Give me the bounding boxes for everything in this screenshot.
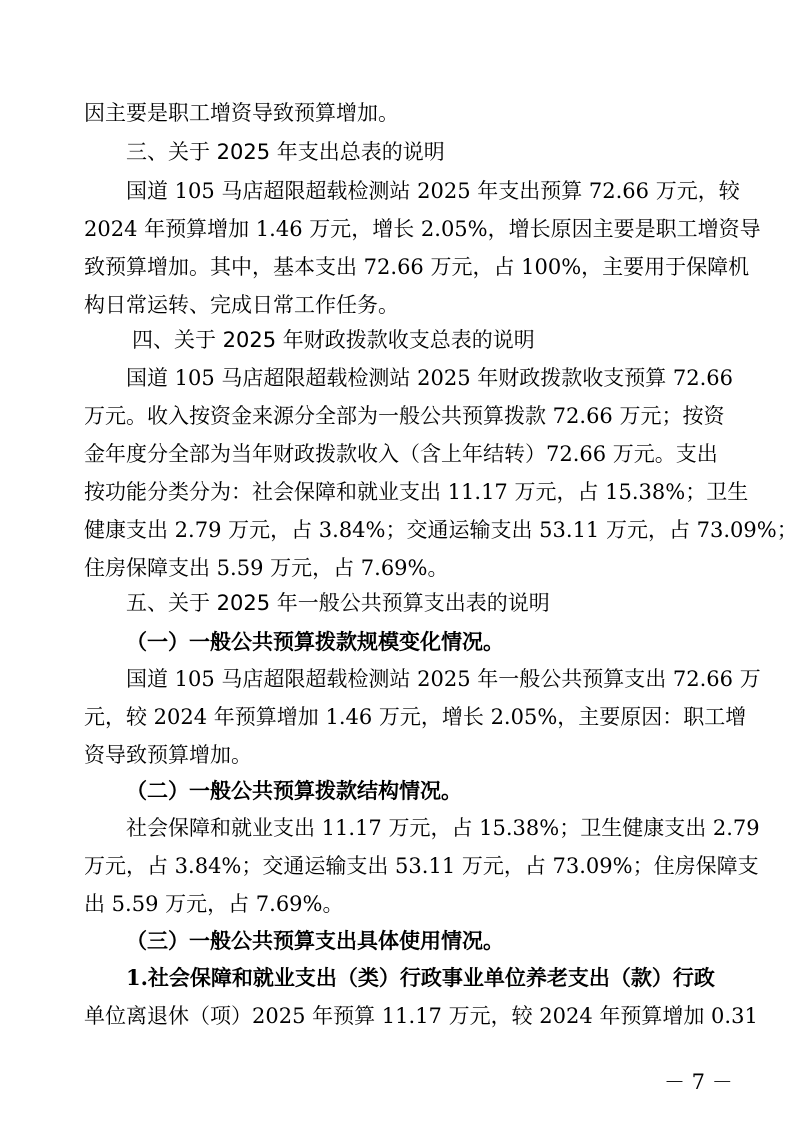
paragraph-line: 2024 年预算增加 1.46 万元，增长 2.05%，增长原因主要是职工增资导 xyxy=(84,217,761,241)
paragraph-line: 资导致预算增加。 xyxy=(84,743,252,767)
paragraph-line: 万元。收入按资金来源分全部为一般公共预算拨款 72.66 万元；按资 xyxy=(84,404,725,428)
paragraph-line: 国道 105 马店超限超载检测站 2025 年支出预算 72.66 万元，较 xyxy=(126,179,740,203)
paragraph-line: 金年度分全部为当年财政拨款收入（含上年结转）72.66 万元。支出 xyxy=(84,442,718,466)
paragraph-line: 社会保障和就业支出 11.17 万元，占 15.38%；卫生健康支出 2.79 xyxy=(126,816,760,840)
paragraph-line: 元，较 2024 年预算增加 1.46 万元，增长 2.05%，主要原因：职工增 xyxy=(84,705,747,729)
paragraph-line: 构日常运转、完成日常工作任务。 xyxy=(84,293,399,317)
paragraph-line: 万元，占 3.84%；交通运输支出 53.11 万元，占 73.09%；住房保障支 xyxy=(84,854,759,878)
page-number: － 7 － xyxy=(664,1070,733,1094)
paragraph-line: 出 5.59 万元，占 7.69%。 xyxy=(84,892,344,916)
paragraph-line: 按功能分类分为：社会保障和就业支出 11.17 万元，占 15.38%；卫生 xyxy=(84,480,749,504)
section-heading-3: 三、关于 2025 年支出总表的说明 xyxy=(126,140,445,164)
paragraph-line: 国道 105 马店超限超载检测站 2025 年一般公共预算支出 72.66 万 xyxy=(126,667,761,691)
section-heading-4: 四、关于 2025 年财政拨款收支总表的说明 xyxy=(132,328,535,352)
item-heading: 1.社会保障和就业支出（类）行政事业单位养老支出（款）行政 xyxy=(126,965,715,990)
paragraph-line: 因主要是职工增资导致预算增加。 xyxy=(84,101,399,125)
paragraph-line: 住房保障支出 5.59 万元，占 7.69%。 xyxy=(84,556,449,580)
subsection-heading-2: （二）一般公共预算拨款结构情况。 xyxy=(126,778,462,803)
section-heading-5: 五、关于 2025 年一般公共预算支出表的说明 xyxy=(126,591,550,615)
paragraph-line: 致预算增加。其中，基本支出 72.66 万元，占 100%，主要用于保障机 xyxy=(84,255,750,279)
paragraph-line: 国道 105 马店超限超载检测站 2025 年财政拨款收支预算 72.66 xyxy=(126,366,734,390)
subsection-heading-1: （一）一般公共预算拨款规模变化情况。 xyxy=(126,629,504,654)
paragraph-line: 健康支出 2.79 万元，占 3.84%；交通运输支出 53.11 万元，占 73.09%； xyxy=(84,518,798,542)
paragraph-line: 单位离退休（项）2025 年预算 11.17 万元，较 2024 年预算增加 0.31 xyxy=(84,1004,758,1028)
subsection-heading-3: （三）一般公共预算支出具体使用情况。 xyxy=(126,928,504,953)
